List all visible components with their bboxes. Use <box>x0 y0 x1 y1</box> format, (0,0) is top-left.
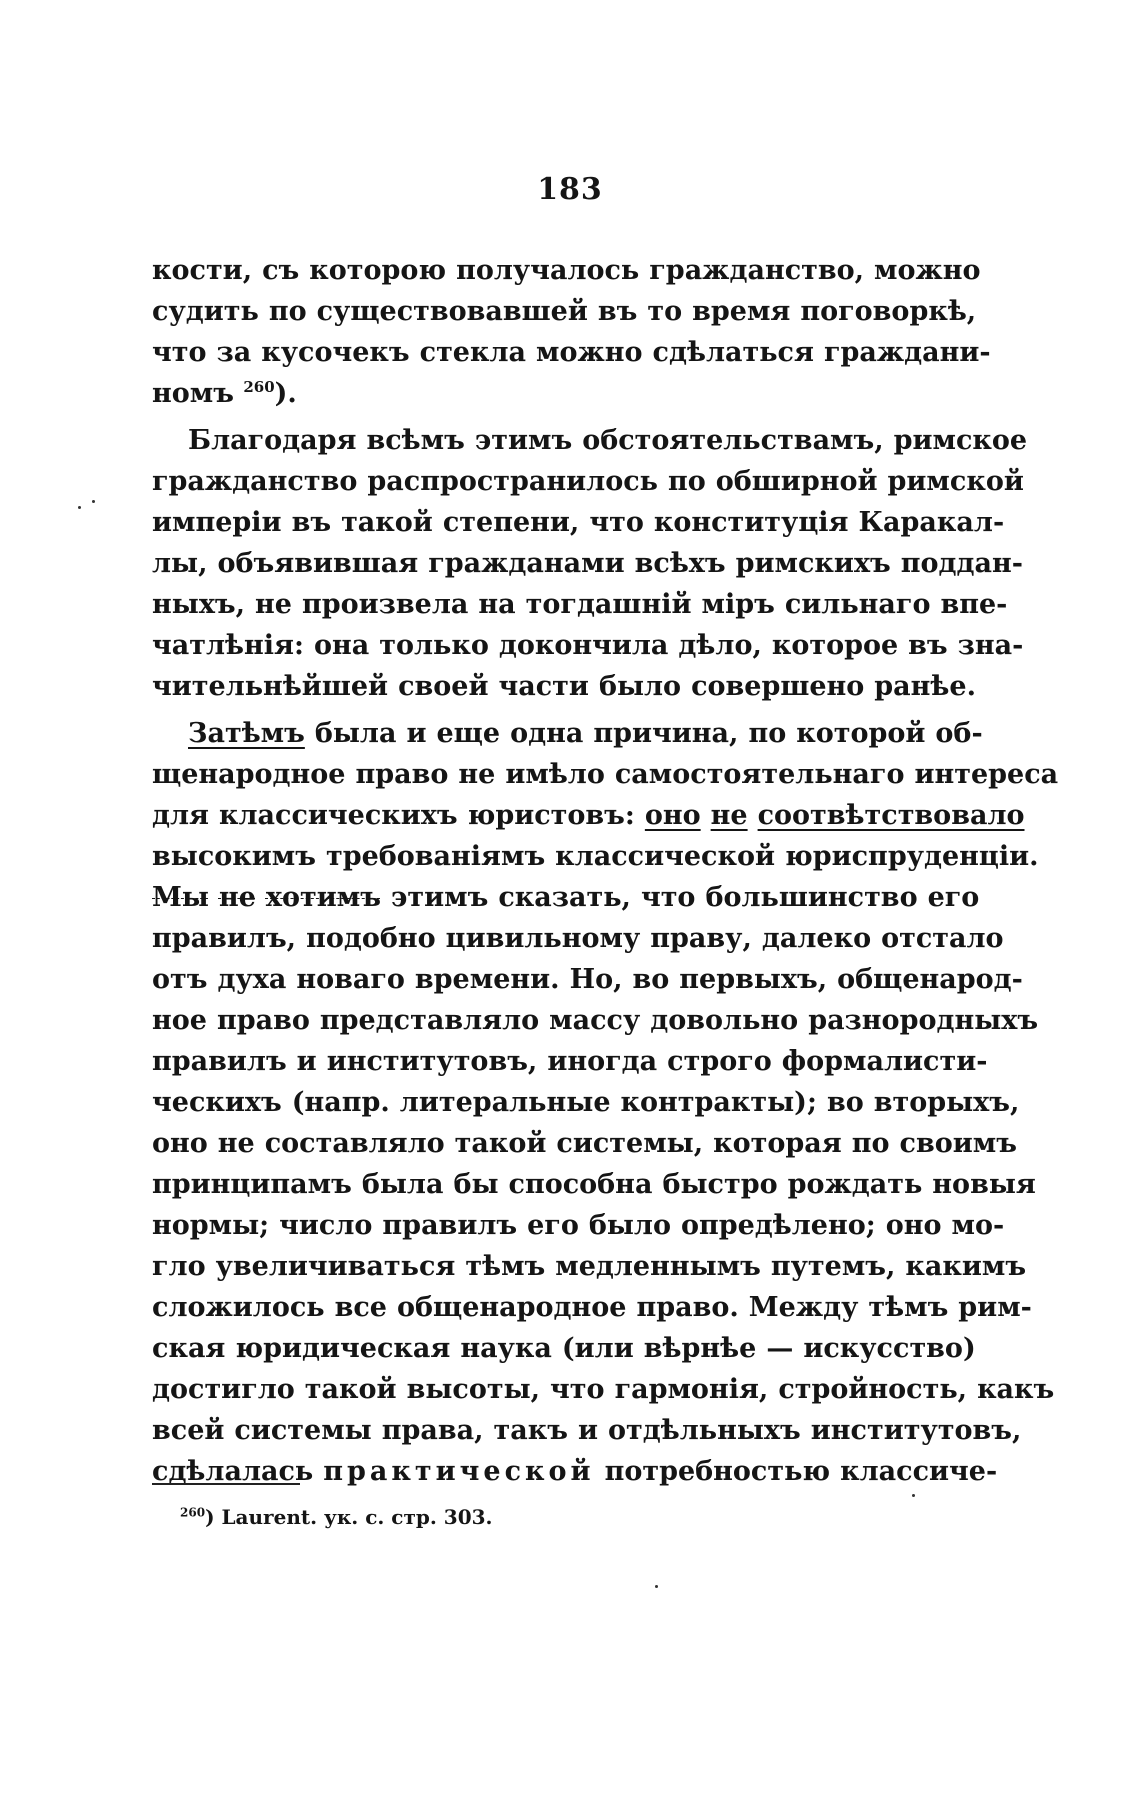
word: во <box>632 964 670 995</box>
word: потребностью <box>604 1456 831 1487</box>
word: сдѣлалась <box>152 1456 314 1487</box>
word: номъ <box>152 378 234 409</box>
footnote-ref-close: ). <box>274 378 297 409</box>
text-line <box>152 836 1039 877</box>
word-underlined: соотвѣтствовало <box>757 800 1025 831</box>
word: гло <box>152 1251 206 1282</box>
word: отдѣльныхъ <box>608 1415 801 1446</box>
text-line <box>152 1328 976 1369</box>
word: по <box>851 1128 890 1159</box>
word: по <box>667 466 706 497</box>
word: всѣмъ <box>366 425 465 456</box>
word: во <box>826 1087 864 1118</box>
word: опредѣлено; <box>680 1210 876 1241</box>
word: по <box>748 718 787 749</box>
word: общенародное <box>396 1292 627 1323</box>
word: ранѣе. <box>874 671 976 702</box>
text-line <box>152 918 1004 959</box>
word: самостоятельнаго <box>614 759 905 790</box>
text-line <box>152 1287 1032 1328</box>
word: строго <box>667 1046 772 1077</box>
word: времени. <box>414 964 560 995</box>
word: докончила <box>498 630 669 661</box>
word: способна <box>508 1169 653 1200</box>
word: вѣрнѣе <box>643 1333 757 1364</box>
text-line <box>152 291 977 332</box>
word: такъ <box>493 1415 568 1446</box>
word: тѣмъ <box>465 1251 546 1282</box>
word: его <box>527 1210 579 1241</box>
text-line <box>152 1369 1055 1410</box>
word: распространилось <box>367 466 658 497</box>
word: стекла <box>419 337 527 368</box>
word: только <box>379 630 489 661</box>
word: и <box>577 1415 599 1446</box>
word: и <box>296 1046 317 1077</box>
word: быстро <box>662 1169 778 1200</box>
word: что <box>152 337 207 368</box>
word: ская <box>152 1333 226 1364</box>
word-underlined: оно <box>644 800 701 831</box>
word: всѣхъ <box>634 548 726 579</box>
word: принципамъ <box>152 1169 352 1200</box>
word: путемъ, <box>770 1251 896 1282</box>
word: духа <box>217 964 287 995</box>
word-struck: не <box>218 882 256 913</box>
word: высоты, <box>406 1374 541 1405</box>
word: конституція <box>653 507 849 538</box>
word: въ <box>597 296 638 327</box>
word: право. <box>636 1292 739 1323</box>
word: она <box>313 630 370 661</box>
word: какимъ <box>905 1251 1027 1282</box>
text-line <box>152 1205 1005 1246</box>
word: общенарод- <box>837 964 1023 995</box>
word: съ <box>262 255 300 286</box>
word: можно <box>536 337 643 368</box>
text-line <box>152 1041 988 1082</box>
word-struck: Мы <box>152 882 209 913</box>
word: такой <box>304 1374 397 1405</box>
word: что <box>589 507 644 538</box>
text-line <box>152 1000 1039 1041</box>
word: классическихъ <box>218 800 458 831</box>
footnote-ref-number: 260 <box>243 378 275 396</box>
word: на <box>478 589 516 620</box>
text-line <box>152 543 1023 584</box>
word: (или <box>561 1333 634 1364</box>
text-line <box>152 502 1005 543</box>
word: составляло <box>264 1128 445 1159</box>
word: праву, <box>650 923 752 954</box>
word: число <box>279 1210 373 1241</box>
word: — <box>766 1333 794 1364</box>
scan-speck <box>92 500 95 503</box>
word: сдѣлаться <box>652 337 814 368</box>
word: рождать <box>787 1169 923 1200</box>
word: получалось <box>456 255 640 286</box>
text-line <box>152 754 1059 795</box>
word: римской <box>887 466 1024 497</box>
word-underlined: Затѣмъ <box>188 718 305 749</box>
word: поддан- <box>900 548 1023 579</box>
body-text <box>152 250 1059 1492</box>
word: гражданство <box>152 466 358 497</box>
word: тѣмъ <box>868 1292 949 1323</box>
word: которая <box>713 1128 842 1159</box>
word: довольно <box>650 1005 799 1036</box>
word: была <box>361 1169 444 1200</box>
word: ныхъ, <box>152 589 246 620</box>
word: сложилось <box>152 1292 325 1323</box>
word: было <box>588 1210 671 1241</box>
word: существовавшей <box>316 296 588 327</box>
word: отъ <box>152 964 208 995</box>
word: обстоятельствамъ, <box>582 425 884 456</box>
page-number: 183 <box>537 172 603 207</box>
word: римскихъ <box>735 548 891 579</box>
word: какъ <box>977 1374 1055 1405</box>
word: гражданами <box>428 548 625 579</box>
word: новыя <box>932 1169 1036 1200</box>
word: имѣло <box>505 759 605 790</box>
word: что <box>550 1374 605 1405</box>
text-line <box>152 795 1025 836</box>
text-line <box>152 877 980 918</box>
word: литеральные <box>399 1087 611 1118</box>
word: стройность, <box>778 1374 968 1405</box>
word: представляло <box>319 1005 540 1036</box>
word: для <box>152 800 209 831</box>
word: Между <box>748 1292 859 1323</box>
word: объявившая <box>217 548 419 579</box>
word: формалисти- <box>781 1046 988 1077</box>
word: міръ <box>701 589 775 620</box>
word: степени, <box>442 507 580 538</box>
word: которое <box>771 630 899 661</box>
word: достигло <box>152 1374 295 1405</box>
word: не <box>217 1128 255 1159</box>
word: за <box>216 337 252 368</box>
word: время <box>692 296 791 327</box>
word: все <box>334 1292 387 1323</box>
word: въ <box>908 630 948 661</box>
word: сказать, <box>498 882 631 913</box>
word: практической <box>323 1456 595 1487</box>
word: иногда <box>547 1046 658 1077</box>
word: об- <box>935 718 983 749</box>
word: лы, <box>152 548 208 579</box>
footnote <box>180 1505 492 1529</box>
word: первыхъ, <box>679 964 828 995</box>
word: мо- <box>951 1210 1005 1241</box>
word: своимъ <box>899 1128 1017 1159</box>
word: тогдашній <box>525 589 692 620</box>
word: римское <box>893 425 1028 456</box>
word: гражданство, <box>649 255 865 286</box>
word: обширной <box>715 466 878 497</box>
text-line <box>152 959 1023 1000</box>
text-line <box>152 373 932 414</box>
text-line <box>152 250 981 291</box>
word: щенародное <box>152 759 346 790</box>
word: поговоркѣ, <box>800 296 977 327</box>
word: что <box>640 882 696 913</box>
word: такой <box>454 1128 547 1159</box>
word-struck: хотимъ <box>265 882 381 913</box>
word: кости, <box>152 255 253 286</box>
word: причина, <box>593 718 739 749</box>
text-line <box>152 1246 1027 1287</box>
word: системы, <box>556 1128 704 1159</box>
text-line <box>152 1451 998 1492</box>
word: его <box>927 882 980 913</box>
word: контракты); <box>620 1087 817 1118</box>
word: Каракал- <box>858 507 1005 538</box>
word: была <box>314 718 397 749</box>
word: оно <box>885 1210 942 1241</box>
word: такой <box>341 507 433 538</box>
word: было <box>598 671 682 702</box>
word: кусочекъ <box>261 337 410 368</box>
word: высокимъ <box>152 841 316 872</box>
word: граждани- <box>823 337 991 368</box>
word: не <box>458 759 496 790</box>
word: нормы; <box>152 1210 270 1241</box>
footnote-number: 260 <box>180 1505 206 1520</box>
word: совершено <box>691 671 865 702</box>
word: рим- <box>958 1292 1032 1323</box>
word: чительнѣйшей <box>152 671 389 702</box>
word: юриспруденціи. <box>785 841 1039 872</box>
footnote-divider <box>152 1483 300 1485</box>
word-underlined: не <box>710 800 748 831</box>
word: разнородныхъ <box>808 1005 1039 1036</box>
text-line <box>152 666 976 707</box>
word: требованіямъ <box>325 841 546 872</box>
word: права, <box>381 1415 484 1446</box>
word: большинство <box>705 882 918 913</box>
word: которою <box>309 255 447 286</box>
word: произвела <box>302 589 469 620</box>
word: гармонія, <box>614 1374 769 1405</box>
text-line <box>152 584 1008 625</box>
word: этимъ <box>390 882 489 913</box>
footnote-reference <box>234 373 297 414</box>
word: медленнымъ <box>555 1251 761 1282</box>
text-line <box>152 420 1028 461</box>
word: классической <box>555 841 776 872</box>
word: всей <box>152 1415 225 1446</box>
word: правилъ, <box>152 923 297 954</box>
word: дѣло, <box>678 630 762 661</box>
text-line <box>152 1164 1036 1205</box>
word: системы <box>234 1415 372 1446</box>
word: своей <box>398 671 489 702</box>
word: (напр. <box>291 1087 390 1118</box>
word: зна- <box>957 630 1024 661</box>
text-line <box>152 1410 1022 1451</box>
scan-speck <box>912 1494 915 1497</box>
word: имперіи <box>152 507 282 538</box>
word: этимъ <box>474 425 573 456</box>
word: сильнаго <box>784 589 931 620</box>
word: право <box>216 1005 310 1036</box>
word: въ <box>291 507 332 538</box>
text-line <box>152 713 983 754</box>
text-line <box>152 332 991 373</box>
scan-speck <box>655 1585 658 1588</box>
word: подобно <box>306 923 436 954</box>
word: не <box>255 589 292 620</box>
word: интереса <box>914 759 1059 790</box>
word: одна <box>510 718 584 749</box>
text-line <box>152 461 1024 502</box>
word: институтовъ, <box>326 1046 538 1077</box>
footnote-text: ) Laurent. ук. с. стр. 303. <box>205 1505 493 1529</box>
word: чатлѣнія: <box>152 630 304 661</box>
word: бы <box>453 1169 499 1200</box>
word: можно <box>874 255 981 286</box>
word: по <box>268 296 307 327</box>
word: вторыхъ, <box>873 1087 1020 1118</box>
word: массу <box>549 1005 641 1036</box>
word: и <box>406 718 427 749</box>
word: право <box>355 759 449 790</box>
word: еще <box>436 718 501 749</box>
word: правилъ <box>152 1046 287 1077</box>
word: ное <box>152 1005 207 1036</box>
word: впе- <box>940 589 1008 620</box>
word: правилъ <box>382 1210 518 1241</box>
word: классиче- <box>840 1456 998 1487</box>
word: юридическая <box>235 1333 451 1364</box>
word: части <box>498 671 589 702</box>
word: Но, <box>569 964 623 995</box>
word: институтовъ, <box>810 1415 1022 1446</box>
text-line <box>152 625 1024 666</box>
word: то <box>647 296 683 327</box>
word: оно <box>152 1128 208 1159</box>
word: которой <box>796 718 926 749</box>
word: ческихъ <box>152 1087 282 1118</box>
scan-speck <box>78 506 81 509</box>
word: юристовъ: <box>467 800 635 831</box>
word: искусство) <box>803 1333 976 1364</box>
text-line <box>152 1082 1020 1123</box>
word: увеличиваться <box>215 1251 456 1282</box>
word: судить <box>152 296 259 327</box>
word: отстало <box>881 923 1004 954</box>
word: далеко <box>761 923 872 954</box>
word: новаго <box>296 964 405 995</box>
text-line <box>152 1123 1017 1164</box>
word: Благодаря <box>188 425 357 456</box>
word: наука <box>460 1333 552 1364</box>
word: цивильному <box>445 923 641 954</box>
